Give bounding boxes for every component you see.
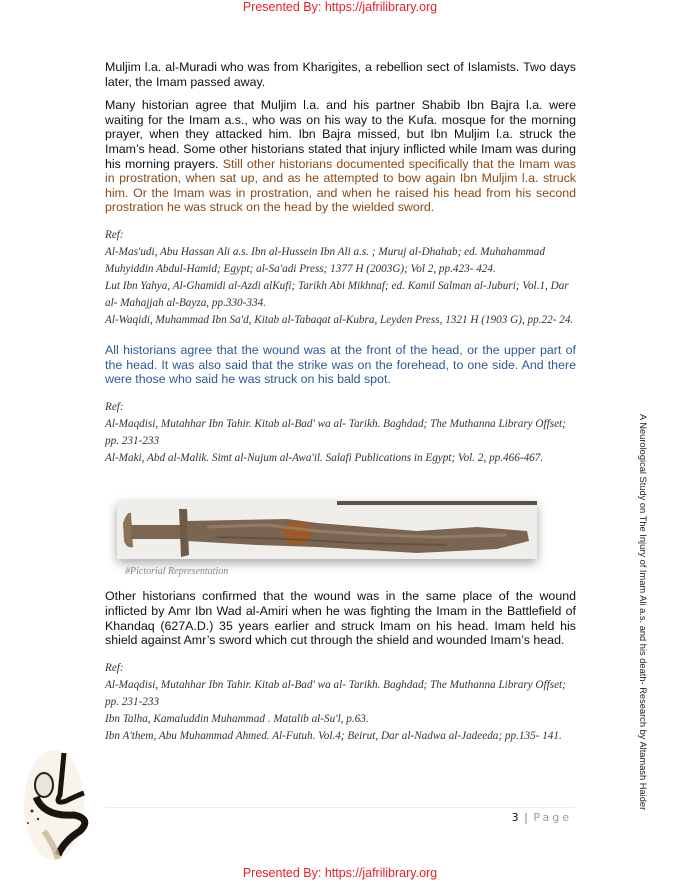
- figure-caption: #Pictorial Representation: [125, 565, 229, 577]
- paragraph-2-text: Many historian agree that Muljim l.a. and his partner Shabib Ibn Bajra l.a. were waiting for the Imam a.s., who was on his way to the Kufa. mosque for the morning prayer, when they attacked him. Ibn Bajra missed, but Ibn Muljim l.a. struck the Imam’s head. Some other historians stated that injury inflicted while Imam was during his morning prayers.: [105, 98, 576, 171]
- footer-divider: [105, 807, 575, 808]
- ref-line: Al-Mas'udi, Abu Hassan Ali a.s. Ibn al-Hussein Ibn Ali a.s. ; Muruj al-Dhahab; ed. Muhahammad: [105, 245, 545, 258]
- sword-illustration-icon: [117, 501, 537, 559]
- ref-line: pp. 231-233: [105, 434, 160, 447]
- references-3: [105, 660, 576, 745]
- ref-line: Lut Ibn Yahya, Al-Ghamidi al-Azdi alKufi; Tarikh Abi Mikhnaf; ed. Kamil Salman al-Juburi; Vol.1, Dar: [105, 279, 569, 292]
- paragraph-2: [105, 98, 576, 215]
- ref-line: Al-Maki, Abd al-Malik. Simt al-Nujum al-Awa'il. Salafi Publications in Egypt; Vol. 2, pp.466-467.: [105, 451, 544, 464]
- paragraph-1: Muljim l.a. al-Muradi who was from Kharigites, a rebellion sect of Islamists. Two days later, the Imam passed away.: [105, 60, 576, 89]
- page-separator: |: [524, 811, 528, 824]
- references-1: [105, 227, 576, 329]
- presented-by-header: Presented By: https://jafrilibrary.org: [242, 0, 438, 14]
- side-running-title: A Neurological Study on The Injury of Imam Ali a.s. and his death- Research by Altamash Haider: [638, 414, 648, 811]
- page-label: Page: [533, 811, 572, 824]
- page-number: [512, 811, 572, 824]
- paragraph-2-highlight: Still other historians documented specifically that the Imam was in prostration, when sat up, and as he attempted to bow again Ibn Muljim l.a. struck him. Or the Imam was in prostration, and when he raised his head from his second prostration he was struck on the head by the wielded sword.: [105, 156, 576, 215]
- ref-line: Ibn A'them, Abu Muhammad Ahmed. Al-Futuh. Vol.4; Beirut, Dar al-Nadwa al-Jadeeda; pp.135- 141.: [105, 729, 562, 742]
- paragraph-4: Other historians confirmed that the wound was in the same place of the wound inflicted by Amr Ibn Wad al-Amiri when he was fighting the Imam in the Battlefield of Khandaq (627A.D.) 35 years earlier and struck Imam on his head. Imam held his shield against Amr’s sword which cut through the shield and wounded Imam’s head.: [105, 589, 576, 648]
- paragraph-3: All historians agree that the wound was at the front of the head, or the upper part of the head. It was also said that the strike was on the forehead, to one side. And there were those who said he was struck on his bald spot.: [105, 342, 576, 387]
- ref-line: al- Mahajjah al-Bayza, pp.330-334.: [105, 296, 266, 309]
- page-number-value: 3: [511, 811, 519, 824]
- calligraphy-logo-icon: [14, 735, 94, 865]
- presented-by-footer: Presented By: https://jafrilibrary.org: [242, 866, 438, 880]
- ref-line: Muhyiddin Abdul-Hamid; Egypt; al-Sa'adi Press; 1377 H (2003G); Vol 2, pp.423- 424.: [105, 262, 496, 275]
- ref-line: pp. 231-233: [105, 695, 160, 708]
- ref-line: Al-Maqdisi, Mutahhar Ibn Tahir. Kitab al-Bad' wa al- Tarikh. Baghdad; The Muthanna Library Offset;: [105, 678, 566, 691]
- ref-line: Ibn Talha, Kamaluddin Muhammad . Matalib al-Su'l, p.63.: [105, 712, 369, 725]
- references-2: [105, 399, 576, 467]
- ref-line: Al-Maqdisi, Mutahhar Ibn Tahir. Kitab al-Bad' wa al- Tarikh. Baghdad; The Muthanna Library Offset;: [105, 417, 566, 430]
- ref-label: Ref:: [105, 661, 124, 674]
- ref-label: Ref:: [105, 400, 124, 413]
- ref-line: Al-Waqidi, Muhammad Ibn Sa'd, Kitab al-Tabaqat al-Kubra, Leyden Press, 1321 H (1903 G), pp.22- 24.: [105, 313, 574, 326]
- sword-image: [117, 501, 537, 559]
- ref-label: Ref:: [105, 228, 124, 241]
- page-body: [105, 60, 576, 759]
